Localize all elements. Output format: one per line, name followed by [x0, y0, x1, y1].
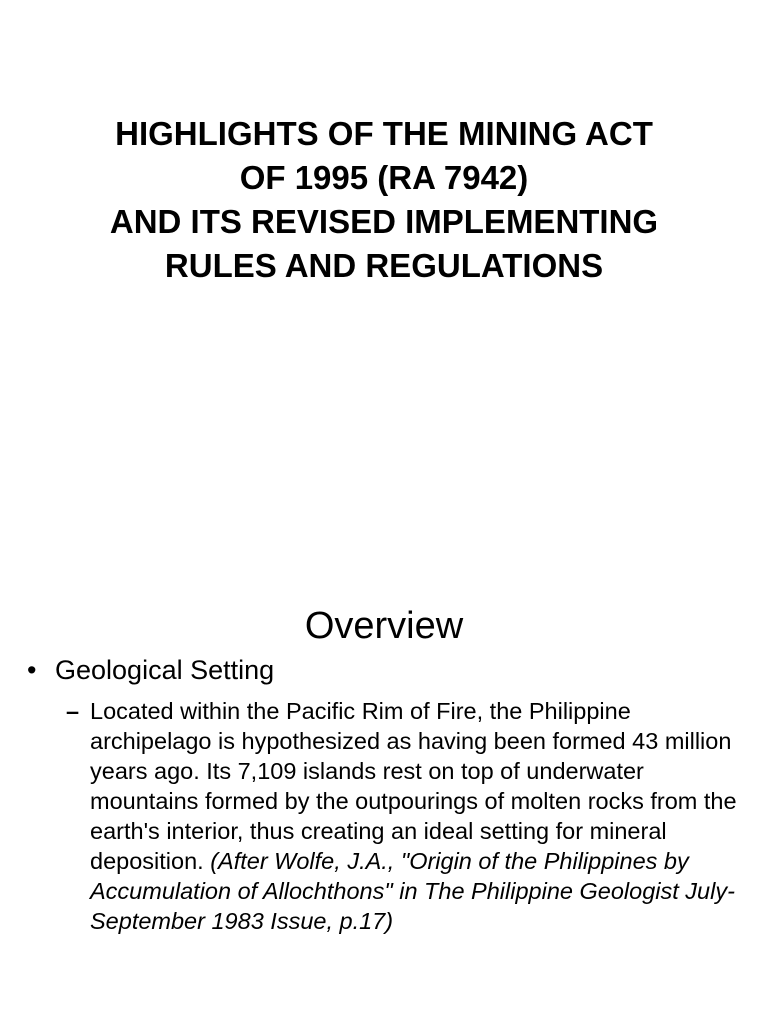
dash-icon: –: [66, 698, 80, 724]
sub-bullet-text: Located within the Pacific Rim of Fire, the Philippine archipelago is hypothesized as having been formed 43 million years ago. Its 7,109 islands rest on top of underwater mountains formed by the outpourings of molten rocks from the earth's interior, thus creating an ideal setting for mineral deposition.: [90, 698, 737, 874]
title-line: AND ITS REVISED IMPLEMENTING: [109, 203, 659, 240]
overview-heading: Overview: [304, 605, 464, 647]
sub-bullet-item: [66, 696, 746, 936]
slide-title: [0, 112, 768, 288]
bullet-item: [27, 652, 274, 688]
title-line: HIGHLIGHTS OF THE MINING ACT: [115, 115, 653, 152]
citation-text: (After Wolfe, J.A., "Origin of the Philippines by Accumulation of Allochthons" in The Philippine Geologist July-September 1983 Issue, p.17): [90, 848, 735, 934]
bullet-label: Geological Setting: [55, 655, 275, 685]
overview-slide: [0, 560, 768, 1024]
bullet-icon: •: [27, 655, 37, 685]
title-line: RULES AND REGULATIONS: [164, 247, 604, 284]
sub-bullet-text-block: [90, 696, 746, 936]
title-line: OF 1995 (RA 7942): [239, 159, 529, 196]
